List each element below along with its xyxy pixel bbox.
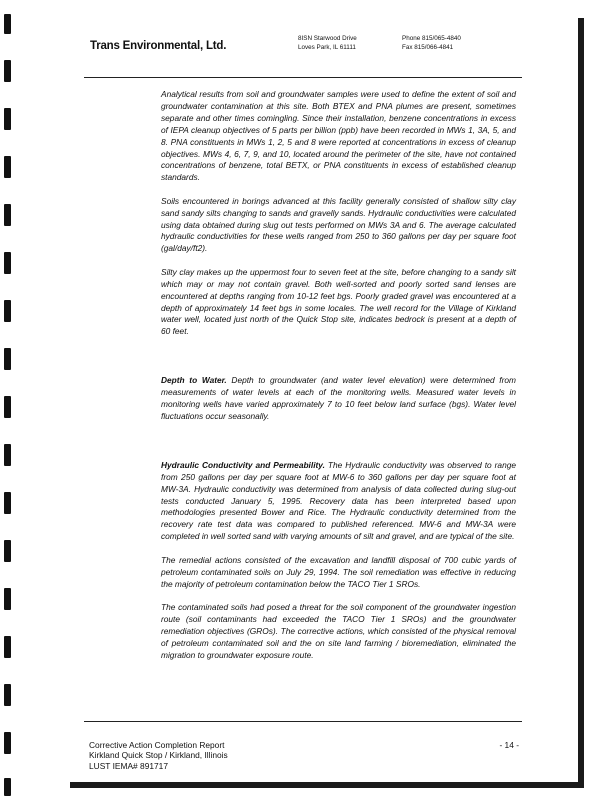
paragraph: Analytical results from soil and groundwater samples were used to define the extent of soil and groundwater contamination at this site. Both BTEX and PNA plumes are present, sometimes separate and other times comingling. Since their installation, benzene concentrations in excess of IEPA cleanup objectives of 5 parts per billion (ppb) have been recorded in MWs 1, 3A, 5, and 8. PNA constituents in MWs 1, 2, 5 and 8 were reported at concentrations in excess of cleanup objectives. MWs 4, 6, 7, 9, and 10, located around the perimeter of the site, have not contained concentrations of benzene, total BETX, or PNA constituents in excess of established cleanup standards. <box>161 89 516 183</box>
section-heading: Depth to Water. <box>161 375 227 386</box>
company-phones <box>402 34 461 52</box>
binder-mark <box>4 684 11 706</box>
report-body <box>161 89 516 673</box>
paragraph: Soils encountered in borings advanced at this facility generally consisted of shallow silty clay sand sandy silts changing to sands and gravelly sands. Hydraulic conductivities were calculated using data obtained during slug out tests performed on MWs 3A and 6. The average calculated hydraulic conductivities for these wells ranged from 250 to 360 gallons per day per square foot (gal/day/ft2). <box>161 195 516 254</box>
phone-number: Phone 815/065-4840 <box>402 35 461 42</box>
paragraph-hydraulic-conductivity <box>161 460 516 543</box>
binder-mark <box>4 540 11 562</box>
binder-mark <box>4 636 11 658</box>
address-line: 8ISN Starwood Drive <box>298 35 357 42</box>
binder-mark <box>4 348 11 370</box>
binder-mark <box>4 108 11 130</box>
fax-number: Fax 815/066-4841 <box>402 44 454 51</box>
footer-report-title: Corrective Action Completion Report <box>89 740 225 750</box>
page-number: - 14 - <box>499 740 519 750</box>
paragraph-text: The Hydraulic conductivity was observed to range from 250 gallons per day per square foot at MW-6 to 360 gallons per day per square foot at MW-3A. Hydraulic conductivity was determined from analysis of data collected during slug-out tests conducted January 5, 1995. Recovery data has been interpreted based upon methodologies presented Bower and Rice. The Hydraulic conductivity determined from the recovery rate test data was compared to published referenced. MW-6 and MW-3A were completed in well sorted sand with varying amounts of silt and gravel, and are typical of the site. <box>161 459 516 542</box>
binder-mark <box>4 14 11 34</box>
binder-mark <box>4 778 11 796</box>
binder-mark <box>4 492 11 514</box>
paragraph-text: Depth to groundwater (and water level elevation) were determined from measurements of water levels at each of the monitoring wells. Measured water levels in monitoring wells have varied approximately 7 to 10 feet below land surface (bgs). Water level fluctuations occur seasonally. <box>161 375 516 421</box>
page-footer <box>89 740 519 771</box>
binder-mark <box>4 732 11 754</box>
footer-lust-number: LUST IEMA# 891717 <box>89 760 168 771</box>
paragraph-depth-to-water <box>161 375 516 423</box>
paragraph: Silty clay makes up the uppermost four to seven feet at the site, before changing to a sandy silt which may or may not contain gravel. Both well-sorted and poorly sorted sand lenses are encountered at depths ranging from 10-12 feet bgs. Poorly graded gravel was encountered at a depth of approximately 14 feet bgs in some locales. The well record for the Village of Kirkland water well, located just north of the Quick Stop site, indicates bedrock is present at a depth of 60 feet. <box>161 266 516 337</box>
binder-mark <box>4 444 11 466</box>
paragraph: The remedial actions consisted of the excavation and landfill disposal of 700 cubic yards of petroleum contaminated soils on July 29, 1994. The soil remediation was effective in reducing the majority of petroleum contamination below the TACO Tier 1 SROs. <box>161 554 516 589</box>
address-line: Loves Park, IL 61111 <box>298 44 356 51</box>
company-address <box>298 34 357 52</box>
section-heading: Hydraulic Conductivity and Permeability. <box>161 459 325 470</box>
letterhead <box>86 32 526 64</box>
binder-mark <box>4 60 11 82</box>
footer-rule <box>84 721 522 722</box>
binder-mark <box>4 252 11 274</box>
binder-mark <box>4 156 11 178</box>
footer-site-name: Kirkland Quick Stop / Kirkland, Illinois <box>89 750 228 761</box>
binder-mark <box>4 300 11 322</box>
paragraph: The contaminated soils had posed a threat for the soil component of the groundwater ingestion route (soil contaminants had exceeded the TACO Tier 1 SROs) and the groundwater remediation objectives (GROs). The corrective actions, which consisted of the physical removal of petroleum contaminated soil and the on site land farming / bioremediation, eliminated the migration to groundwater exposure route. <box>161 601 516 660</box>
binder-mark <box>4 204 11 226</box>
binder-mark <box>4 588 11 610</box>
company-name: Trans Environmental, Ltd. <box>90 40 227 52</box>
binder-mark <box>4 396 11 418</box>
header-rule <box>84 77 522 78</box>
